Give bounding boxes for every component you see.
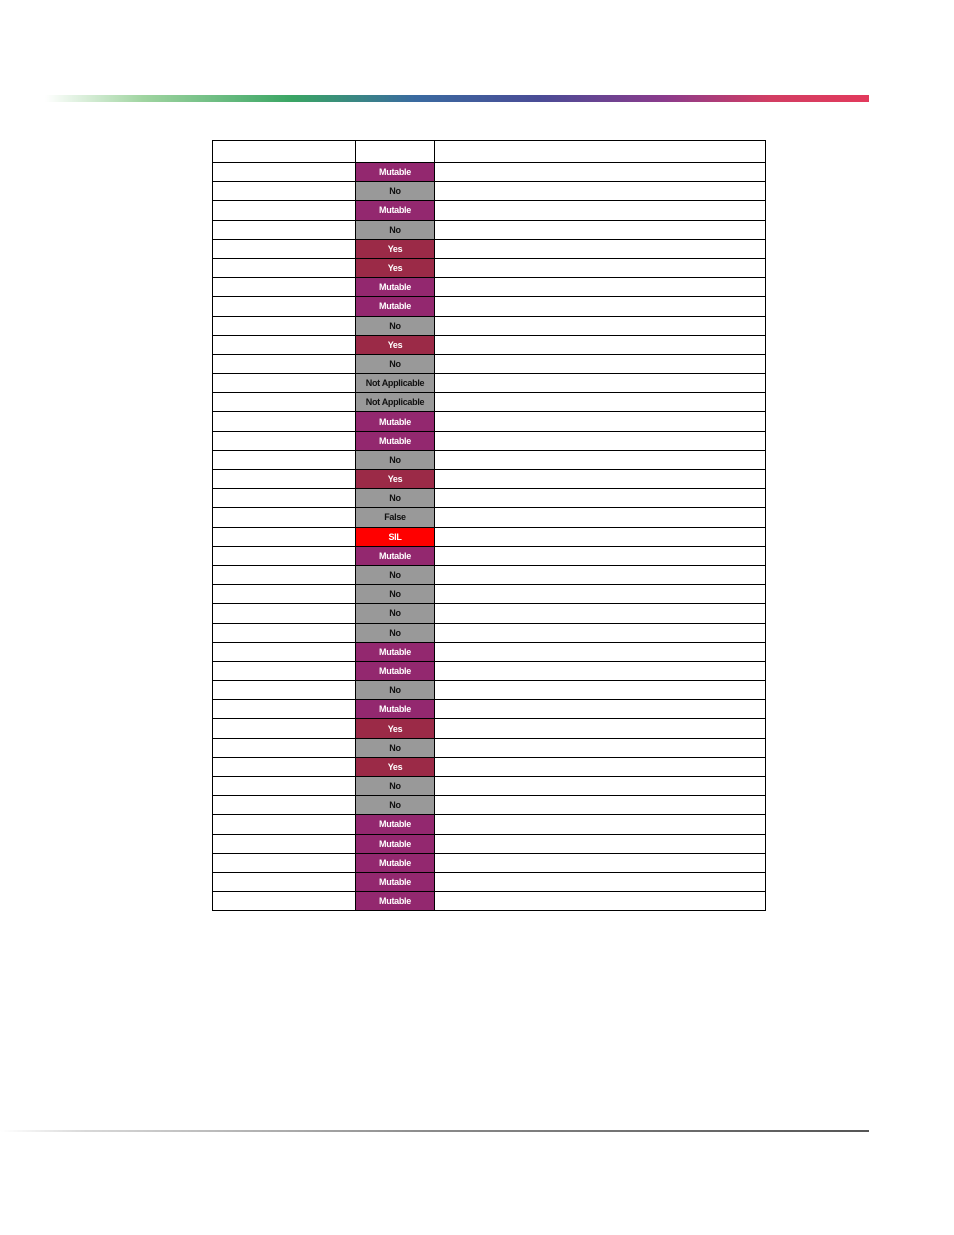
row-name-cell xyxy=(213,393,356,412)
row-name-cell xyxy=(213,623,356,642)
row-description-cell xyxy=(435,182,766,201)
table-row xyxy=(213,757,766,776)
row-name-cell xyxy=(213,681,356,700)
row-value-cell: Yes xyxy=(356,470,435,489)
row-value-cell: Mutable xyxy=(356,546,435,565)
table-row xyxy=(213,546,766,565)
row-value-cell: Not Applicable xyxy=(356,374,435,393)
row-name-cell xyxy=(213,450,356,469)
row-name-cell xyxy=(213,777,356,796)
row-value-cell: Not Applicable xyxy=(356,393,435,412)
row-value-cell: False xyxy=(356,508,435,527)
row-description-cell xyxy=(435,585,766,604)
row-value-cell: No xyxy=(356,354,435,373)
row-value-cell: No xyxy=(356,565,435,584)
table-row xyxy=(213,892,766,911)
row-description-cell xyxy=(435,623,766,642)
table-row xyxy=(213,450,766,469)
row-value-cell: Mutable xyxy=(356,297,435,316)
table-row xyxy=(213,239,766,258)
row-description-cell xyxy=(435,719,766,738)
table-row xyxy=(213,604,766,623)
row-value-cell: Mutable xyxy=(356,872,435,891)
row-name-cell xyxy=(213,316,356,335)
table-row xyxy=(213,412,766,431)
row-description-cell xyxy=(435,393,766,412)
row-description-cell xyxy=(435,374,766,393)
table-row xyxy=(213,182,766,201)
row-name-cell xyxy=(213,297,356,316)
row-name-cell xyxy=(213,872,356,891)
row-value-cell: Yes xyxy=(356,335,435,354)
row-name-cell xyxy=(213,489,356,508)
table-row xyxy=(213,872,766,891)
row-name-cell xyxy=(213,374,356,393)
row-name-cell xyxy=(213,834,356,853)
row-description-cell xyxy=(435,201,766,220)
row-description-cell xyxy=(435,565,766,584)
row-name-cell xyxy=(213,182,356,201)
row-name-cell xyxy=(213,354,356,373)
table-row xyxy=(213,681,766,700)
header-cell-1 xyxy=(213,141,356,163)
row-description-cell xyxy=(435,450,766,469)
row-description-cell xyxy=(435,508,766,527)
row-name-cell xyxy=(213,239,356,258)
row-description-cell xyxy=(435,757,766,776)
attribute-table xyxy=(212,140,766,911)
table-row xyxy=(213,719,766,738)
row-name-cell xyxy=(213,258,356,277)
row-name-cell xyxy=(213,661,356,680)
row-name-cell xyxy=(213,585,356,604)
table-row xyxy=(213,470,766,489)
table-row xyxy=(213,220,766,239)
row-name-cell xyxy=(213,757,356,776)
row-name-cell xyxy=(213,278,356,297)
row-description-cell xyxy=(435,853,766,872)
table-row xyxy=(213,738,766,757)
row-name-cell xyxy=(213,508,356,527)
row-description-cell xyxy=(435,335,766,354)
row-value-cell: Mutable xyxy=(356,834,435,853)
row-value-cell: Mutable xyxy=(356,661,435,680)
row-description-cell xyxy=(435,163,766,182)
row-value-cell: No xyxy=(356,604,435,623)
table-header-row xyxy=(213,141,766,163)
row-description-cell xyxy=(435,834,766,853)
row-description-cell xyxy=(435,470,766,489)
row-name-cell xyxy=(213,335,356,354)
table-row xyxy=(213,834,766,853)
row-description-cell xyxy=(435,220,766,239)
row-description-cell xyxy=(435,777,766,796)
row-value-cell: No xyxy=(356,738,435,757)
row-description-cell xyxy=(435,661,766,680)
row-name-cell xyxy=(213,738,356,757)
row-value-cell: No xyxy=(356,623,435,642)
row-value-cell: SIL xyxy=(356,527,435,546)
table-row xyxy=(213,700,766,719)
row-description-cell xyxy=(435,738,766,757)
row-value-cell: No xyxy=(356,450,435,469)
row-name-cell xyxy=(213,853,356,872)
header-gradient-bar xyxy=(45,95,869,102)
row-value-cell: No xyxy=(356,796,435,815)
row-description-cell xyxy=(435,316,766,335)
row-value-cell: Mutable xyxy=(356,278,435,297)
row-name-cell xyxy=(213,815,356,834)
row-description-cell xyxy=(435,278,766,297)
table-row xyxy=(213,316,766,335)
row-name-cell xyxy=(213,527,356,546)
row-name-cell xyxy=(213,892,356,911)
row-description-cell xyxy=(435,412,766,431)
row-description-cell xyxy=(435,892,766,911)
row-value-cell: No xyxy=(356,182,435,201)
row-description-cell xyxy=(435,872,766,891)
header-cell-3 xyxy=(435,141,766,163)
row-value-cell: Mutable xyxy=(356,892,435,911)
row-name-cell xyxy=(213,163,356,182)
row-value-cell: Yes xyxy=(356,757,435,776)
row-description-cell xyxy=(435,527,766,546)
row-name-cell xyxy=(213,700,356,719)
table-row xyxy=(213,258,766,277)
row-name-cell xyxy=(213,412,356,431)
row-value-cell: Mutable xyxy=(356,700,435,719)
row-name-cell xyxy=(213,642,356,661)
row-description-cell xyxy=(435,642,766,661)
row-name-cell xyxy=(213,604,356,623)
table-row xyxy=(213,489,766,508)
row-name-cell xyxy=(213,719,356,738)
table-row xyxy=(213,335,766,354)
row-value-cell: Mutable xyxy=(356,853,435,872)
row-value-cell: Mutable xyxy=(356,431,435,450)
table-row xyxy=(213,393,766,412)
row-value-cell: Yes xyxy=(356,258,435,277)
table-row xyxy=(213,374,766,393)
table-row xyxy=(213,565,766,584)
row-value-cell: No xyxy=(356,585,435,604)
row-value-cell: Mutable xyxy=(356,815,435,834)
row-name-cell xyxy=(213,220,356,239)
table-row xyxy=(213,815,766,834)
table-row xyxy=(213,527,766,546)
row-value-cell: Mutable xyxy=(356,412,435,431)
table-row xyxy=(213,508,766,527)
row-description-cell xyxy=(435,700,766,719)
table-row xyxy=(213,431,766,450)
row-name-cell xyxy=(213,546,356,565)
table-row xyxy=(213,278,766,297)
table-row xyxy=(213,853,766,872)
row-name-cell xyxy=(213,470,356,489)
row-value-cell: No xyxy=(356,220,435,239)
table-row xyxy=(213,623,766,642)
table-row xyxy=(213,297,766,316)
table-row xyxy=(213,163,766,182)
table-row xyxy=(213,354,766,373)
row-description-cell xyxy=(435,604,766,623)
footer-rule xyxy=(0,1130,869,1132)
row-value-cell: Mutable xyxy=(356,642,435,661)
table-row xyxy=(213,642,766,661)
row-name-cell xyxy=(213,201,356,220)
table-row xyxy=(213,796,766,815)
row-value-cell: Yes xyxy=(356,239,435,258)
row-description-cell xyxy=(435,681,766,700)
row-value-cell: No xyxy=(356,681,435,700)
row-description-cell xyxy=(435,431,766,450)
table-row xyxy=(213,777,766,796)
table-row xyxy=(213,661,766,680)
row-value-cell: Mutable xyxy=(356,201,435,220)
row-value-cell: No xyxy=(356,777,435,796)
row-description-cell xyxy=(435,239,766,258)
header-cell-2 xyxy=(356,141,435,163)
row-description-cell xyxy=(435,258,766,277)
row-name-cell xyxy=(213,565,356,584)
row-value-cell: Yes xyxy=(356,719,435,738)
row-description-cell xyxy=(435,546,766,565)
row-name-cell xyxy=(213,796,356,815)
row-description-cell xyxy=(435,297,766,316)
row-value-cell: No xyxy=(356,316,435,335)
row-description-cell xyxy=(435,489,766,508)
row-value-cell: Mutable xyxy=(356,163,435,182)
table-row xyxy=(213,585,766,604)
row-description-cell xyxy=(435,796,766,815)
row-description-cell xyxy=(435,815,766,834)
row-description-cell xyxy=(435,354,766,373)
row-value-cell: No xyxy=(356,489,435,508)
row-name-cell xyxy=(213,431,356,450)
table-row xyxy=(213,201,766,220)
